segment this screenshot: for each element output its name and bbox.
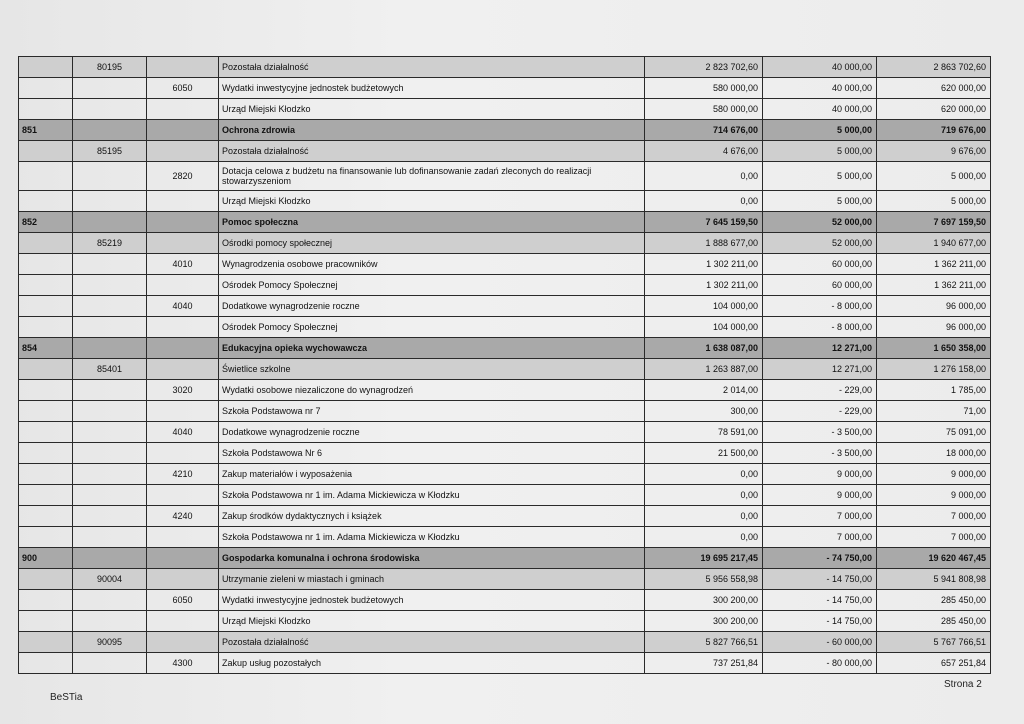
- cell-paragraf: 6050: [147, 78, 219, 99]
- cell-nazwa: Szkoła Podstawowa nr 1 im. Adama Mickiewicza w Kłodzku: [219, 527, 645, 548]
- cell-rozdzial: [73, 338, 147, 359]
- cell-paragraf: [147, 120, 219, 141]
- cell-po-zmianie: 9 000,00: [877, 464, 991, 485]
- cell-paragraf: [147, 99, 219, 120]
- cell-paragraf: [147, 233, 219, 254]
- cell-dzial: [19, 317, 73, 338]
- cell-plan: 104 000,00: [645, 317, 763, 338]
- cell-paragraf: 4240: [147, 506, 219, 527]
- cell-zmiana: 9 000,00: [763, 464, 877, 485]
- cell-dzial: [19, 233, 73, 254]
- table-row: [19, 57, 991, 78]
- table-row: [19, 380, 991, 401]
- cell-zmiana: 7 000,00: [763, 527, 877, 548]
- cell-paragraf: 4010: [147, 254, 219, 275]
- cell-nazwa: Zakup materiałów i wyposażenia: [219, 464, 645, 485]
- cell-dzial: [19, 527, 73, 548]
- cell-zmiana: 12 271,00: [763, 359, 877, 380]
- table-row: [19, 99, 991, 120]
- cell-nazwa: Ośrodek Pomocy Społecznej: [219, 275, 645, 296]
- table-row: [19, 590, 991, 611]
- cell-po-zmianie: 5 000,00: [877, 162, 991, 191]
- cell-rozdzial: [73, 485, 147, 506]
- cell-rozdzial: [73, 254, 147, 275]
- cell-nazwa: Wydatki inwestycyjne jednostek budżetowych: [219, 590, 645, 611]
- cell-zmiana: - 60 000,00: [763, 632, 877, 653]
- page-number: Strona 2: [944, 679, 982, 690]
- cell-zmiana: - 8 000,00: [763, 296, 877, 317]
- cell-plan: 580 000,00: [645, 99, 763, 120]
- cell-paragraf: [147, 338, 219, 359]
- cell-dzial: [19, 422, 73, 443]
- cell-rozdzial: 85195: [73, 141, 147, 162]
- cell-plan: 1 888 677,00: [645, 233, 763, 254]
- cell-rozdzial: [73, 422, 147, 443]
- cell-plan: 104 000,00: [645, 296, 763, 317]
- cell-plan: 580 000,00: [645, 78, 763, 99]
- cell-plan: 5 956 558,98: [645, 569, 763, 590]
- cell-po-zmianie: 657 251,84: [877, 653, 991, 674]
- cell-zmiana: - 14 750,00: [763, 611, 877, 632]
- cell-po-zmianie: 9 676,00: [877, 141, 991, 162]
- cell-zmiana: 40 000,00: [763, 78, 877, 99]
- cell-plan: 0,00: [645, 191, 763, 212]
- cell-paragraf: [147, 275, 219, 296]
- cell-rozdzial: 90004: [73, 569, 147, 590]
- cell-po-zmianie: 1 650 358,00: [877, 338, 991, 359]
- cell-nazwa: Pozostała działalność: [219, 57, 645, 78]
- cell-po-zmianie: 285 450,00: [877, 611, 991, 632]
- cell-nazwa: Szkoła Podstawowa nr 1 im. Adama Mickiewicza w Kłodzku: [219, 485, 645, 506]
- cell-rozdzial: [73, 296, 147, 317]
- cell-nazwa: Urząd Miejski Kłodzko: [219, 191, 645, 212]
- cell-zmiana: - 3 500,00: [763, 422, 877, 443]
- cell-plan: 78 591,00: [645, 422, 763, 443]
- cell-rozdzial: [73, 99, 147, 120]
- cell-nazwa: Utrzymanie zieleni w miastach i gminach: [219, 569, 645, 590]
- cell-dzial: [19, 485, 73, 506]
- cell-dzial: [19, 359, 73, 380]
- cell-dzial: [19, 464, 73, 485]
- cell-plan: 1 302 211,00: [645, 275, 763, 296]
- cell-po-zmianie: 75 091,00: [877, 422, 991, 443]
- cell-nazwa: Dodatkowe wynagrodzenie roczne: [219, 422, 645, 443]
- cell-dzial: [19, 57, 73, 78]
- cell-nazwa: Wynagrodzenia osobowe pracowników: [219, 254, 645, 275]
- cell-dzial: [19, 632, 73, 653]
- cell-po-zmianie: 5 000,00: [877, 191, 991, 212]
- cell-paragraf: 6050: [147, 590, 219, 611]
- cell-dzial: 854: [19, 338, 73, 359]
- cell-zmiana: 12 271,00: [763, 338, 877, 359]
- table-row: [19, 78, 991, 99]
- cell-paragraf: [147, 212, 219, 233]
- cell-plan: 0,00: [645, 506, 763, 527]
- cell-po-zmianie: 7 000,00: [877, 506, 991, 527]
- cell-paragraf: [147, 485, 219, 506]
- cell-dzial: [19, 590, 73, 611]
- cell-zmiana: 5 000,00: [763, 162, 877, 191]
- cell-po-zmianie: 2 863 702,60: [877, 57, 991, 78]
- cell-paragraf: 2820: [147, 162, 219, 191]
- table-row: [19, 254, 991, 275]
- cell-plan: 1 638 087,00: [645, 338, 763, 359]
- cell-zmiana: 5 000,00: [763, 191, 877, 212]
- cell-dzial: [19, 162, 73, 191]
- cell-rozdzial: [73, 401, 147, 422]
- cell-paragraf: [147, 359, 219, 380]
- table-row: [19, 233, 991, 254]
- cell-po-zmianie: 7 000,00: [877, 527, 991, 548]
- table-row: [19, 191, 991, 212]
- cell-po-zmianie: 1 362 211,00: [877, 254, 991, 275]
- budget-table: [18, 56, 991, 674]
- cell-po-zmianie: 5 767 766,51: [877, 632, 991, 653]
- cell-zmiana: 9 000,00: [763, 485, 877, 506]
- table-row: [19, 162, 991, 191]
- cell-nazwa: Dodatkowe wynagrodzenie roczne: [219, 296, 645, 317]
- cell-po-zmianie: 1 785,00: [877, 380, 991, 401]
- cell-plan: 300 200,00: [645, 611, 763, 632]
- cell-zmiana: 52 000,00: [763, 212, 877, 233]
- cell-zmiana: - 80 000,00: [763, 653, 877, 674]
- cell-rozdzial: [73, 464, 147, 485]
- cell-zmiana: - 8 000,00: [763, 317, 877, 338]
- cell-zmiana: 5 000,00: [763, 120, 877, 141]
- cell-dzial: 852: [19, 212, 73, 233]
- table-row: [19, 296, 991, 317]
- cell-plan: 0,00: [645, 485, 763, 506]
- cell-paragraf: [147, 569, 219, 590]
- cell-po-zmianie: 96 000,00: [877, 296, 991, 317]
- cell-paragraf: [147, 401, 219, 422]
- cell-dzial: [19, 611, 73, 632]
- cell-nazwa: Urząd Miejski Kłodzko: [219, 611, 645, 632]
- cell-nazwa: Ośrodek Pomocy Społecznej: [219, 317, 645, 338]
- cell-plan: 0,00: [645, 527, 763, 548]
- cell-zmiana: 40 000,00: [763, 57, 877, 78]
- cell-plan: 2 014,00: [645, 380, 763, 401]
- table-row: [19, 527, 991, 548]
- cell-dzial: [19, 443, 73, 464]
- cell-rozdzial: 90095: [73, 632, 147, 653]
- cell-rozdzial: [73, 590, 147, 611]
- cell-rozdzial: [73, 443, 147, 464]
- table-row: [19, 422, 991, 443]
- cell-zmiana: - 229,00: [763, 380, 877, 401]
- cell-rozdzial: [73, 162, 147, 191]
- cell-po-zmianie: 7 697 159,50: [877, 212, 991, 233]
- table-row: [19, 338, 991, 359]
- cell-po-zmianie: 19 620 467,45: [877, 548, 991, 569]
- table-row: [19, 443, 991, 464]
- cell-dzial: [19, 99, 73, 120]
- cell-nazwa: Dotacja celowa z budżetu na finansowanie lub dofinansowanie zadań zleconych do realizacji stowarzyszeniom: [219, 162, 645, 191]
- cell-paragraf: [147, 611, 219, 632]
- cell-plan: 1 302 211,00: [645, 254, 763, 275]
- cell-po-zmianie: 71,00: [877, 401, 991, 422]
- cell-dzial: [19, 380, 73, 401]
- table-row: [19, 275, 991, 296]
- budget-table-body: [19, 57, 991, 674]
- cell-po-zmianie: 18 000,00: [877, 443, 991, 464]
- table-row: [19, 611, 991, 632]
- cell-zmiana: - 229,00: [763, 401, 877, 422]
- cell-paragraf: 4040: [147, 422, 219, 443]
- cell-zmiana: 60 000,00: [763, 275, 877, 296]
- cell-paragraf: 3020: [147, 380, 219, 401]
- cell-dzial: [19, 296, 73, 317]
- table-row: [19, 653, 991, 674]
- cell-plan: 7 645 159,50: [645, 212, 763, 233]
- cell-po-zmianie: 620 000,00: [877, 99, 991, 120]
- cell-rozdzial: [73, 380, 147, 401]
- cell-rozdzial: [73, 120, 147, 141]
- cell-plan: 5 827 766,51: [645, 632, 763, 653]
- table-row: [19, 485, 991, 506]
- cell-rozdzial: [73, 191, 147, 212]
- table-row: [19, 359, 991, 380]
- cell-dzial: [19, 506, 73, 527]
- cell-zmiana: - 14 750,00: [763, 590, 877, 611]
- cell-po-zmianie: 9 000,00: [877, 485, 991, 506]
- table-row: [19, 464, 991, 485]
- cell-plan: 4 676,00: [645, 141, 763, 162]
- cell-rozdzial: [73, 506, 147, 527]
- cell-paragraf: 4300: [147, 653, 219, 674]
- table-row: [19, 569, 991, 590]
- cell-rozdzial: [73, 527, 147, 548]
- cell-nazwa: Ośrodki pomocy społecznej: [219, 233, 645, 254]
- footer-software-name: BeSTia: [50, 692, 83, 703]
- table-row: [19, 548, 991, 569]
- cell-nazwa: Szkoła Podstawowa nr 7: [219, 401, 645, 422]
- cell-paragraf: [147, 548, 219, 569]
- cell-paragraf: [147, 632, 219, 653]
- cell-po-zmianie: 5 941 808,98: [877, 569, 991, 590]
- table-row: [19, 506, 991, 527]
- cell-nazwa: Pozostała działalność: [219, 141, 645, 162]
- cell-po-zmianie: 285 450,00: [877, 590, 991, 611]
- cell-plan: 737 251,84: [645, 653, 763, 674]
- cell-rozdzial: [73, 611, 147, 632]
- cell-rozdzial: [73, 317, 147, 338]
- table-row: [19, 141, 991, 162]
- cell-zmiana: 7 000,00: [763, 506, 877, 527]
- cell-nazwa: Szkoła Podstawowa Nr 6: [219, 443, 645, 464]
- cell-dzial: 851: [19, 120, 73, 141]
- cell-zmiana: 52 000,00: [763, 233, 877, 254]
- cell-nazwa: Ochrona zdrowia: [219, 120, 645, 141]
- cell-paragraf: [147, 443, 219, 464]
- cell-dzial: [19, 275, 73, 296]
- cell-dzial: [19, 254, 73, 275]
- cell-rozdzial: [73, 275, 147, 296]
- cell-po-zmianie: 719 676,00: [877, 120, 991, 141]
- cell-rozdzial: [73, 653, 147, 674]
- cell-po-zmianie: 96 000,00: [877, 317, 991, 338]
- cell-rozdzial: 80195: [73, 57, 147, 78]
- cell-dzial: 900: [19, 548, 73, 569]
- cell-plan: 2 823 702,60: [645, 57, 763, 78]
- cell-plan: 0,00: [645, 162, 763, 191]
- cell-plan: 1 263 887,00: [645, 359, 763, 380]
- cell-nazwa: Edukacyjna opieka wychowawcza: [219, 338, 645, 359]
- cell-plan: 300 200,00: [645, 590, 763, 611]
- cell-plan: 21 500,00: [645, 443, 763, 464]
- cell-nazwa: Urząd Miejski Kłodzko: [219, 99, 645, 120]
- cell-zmiana: 40 000,00: [763, 99, 877, 120]
- cell-paragraf: [147, 527, 219, 548]
- cell-po-zmianie: 1 276 158,00: [877, 359, 991, 380]
- cell-nazwa: Zakup usług pozostałych: [219, 653, 645, 674]
- table-row: [19, 120, 991, 141]
- cell-zmiana: 60 000,00: [763, 254, 877, 275]
- cell-po-zmianie: 1 940 677,00: [877, 233, 991, 254]
- table-row: [19, 401, 991, 422]
- cell-nazwa: Gospodarka komunalna i ochrona środowiska: [219, 548, 645, 569]
- cell-zmiana: - 74 750,00: [763, 548, 877, 569]
- cell-paragraf: [147, 191, 219, 212]
- cell-plan: 0,00: [645, 464, 763, 485]
- cell-po-zmianie: 1 362 211,00: [877, 275, 991, 296]
- cell-dzial: [19, 401, 73, 422]
- table-row: [19, 632, 991, 653]
- cell-paragraf: [147, 57, 219, 78]
- cell-paragraf: 4040: [147, 296, 219, 317]
- cell-dzial: [19, 141, 73, 162]
- cell-nazwa: Wydatki inwestycyjne jednostek budżetowych: [219, 78, 645, 99]
- cell-dzial: [19, 78, 73, 99]
- cell-nazwa: Wydatki osobowe niezaliczone do wynagrodzeń: [219, 380, 645, 401]
- cell-rozdzial: [73, 212, 147, 233]
- cell-plan: 714 676,00: [645, 120, 763, 141]
- cell-dzial: [19, 191, 73, 212]
- cell-rozdzial: 85219: [73, 233, 147, 254]
- cell-dzial: [19, 653, 73, 674]
- table-row: [19, 212, 991, 233]
- cell-paragraf: 4210: [147, 464, 219, 485]
- cell-nazwa: Pomoc społeczna: [219, 212, 645, 233]
- cell-zmiana: - 3 500,00: [763, 443, 877, 464]
- table-row: [19, 317, 991, 338]
- cell-paragraf: [147, 317, 219, 338]
- cell-nazwa: Świetlice szkolne: [219, 359, 645, 380]
- cell-plan: 300,00: [645, 401, 763, 422]
- cell-zmiana: 5 000,00: [763, 141, 877, 162]
- cell-dzial: [19, 569, 73, 590]
- cell-paragraf: [147, 141, 219, 162]
- cell-rozdzial: 85401: [73, 359, 147, 380]
- cell-po-zmianie: 620 000,00: [877, 78, 991, 99]
- cell-plan: 19 695 217,45: [645, 548, 763, 569]
- cell-rozdzial: [73, 78, 147, 99]
- cell-zmiana: - 14 750,00: [763, 569, 877, 590]
- cell-nazwa: Zakup środków dydaktycznych i książek: [219, 506, 645, 527]
- cell-rozdzial: [73, 548, 147, 569]
- cell-nazwa: Pozostała działalność: [219, 632, 645, 653]
